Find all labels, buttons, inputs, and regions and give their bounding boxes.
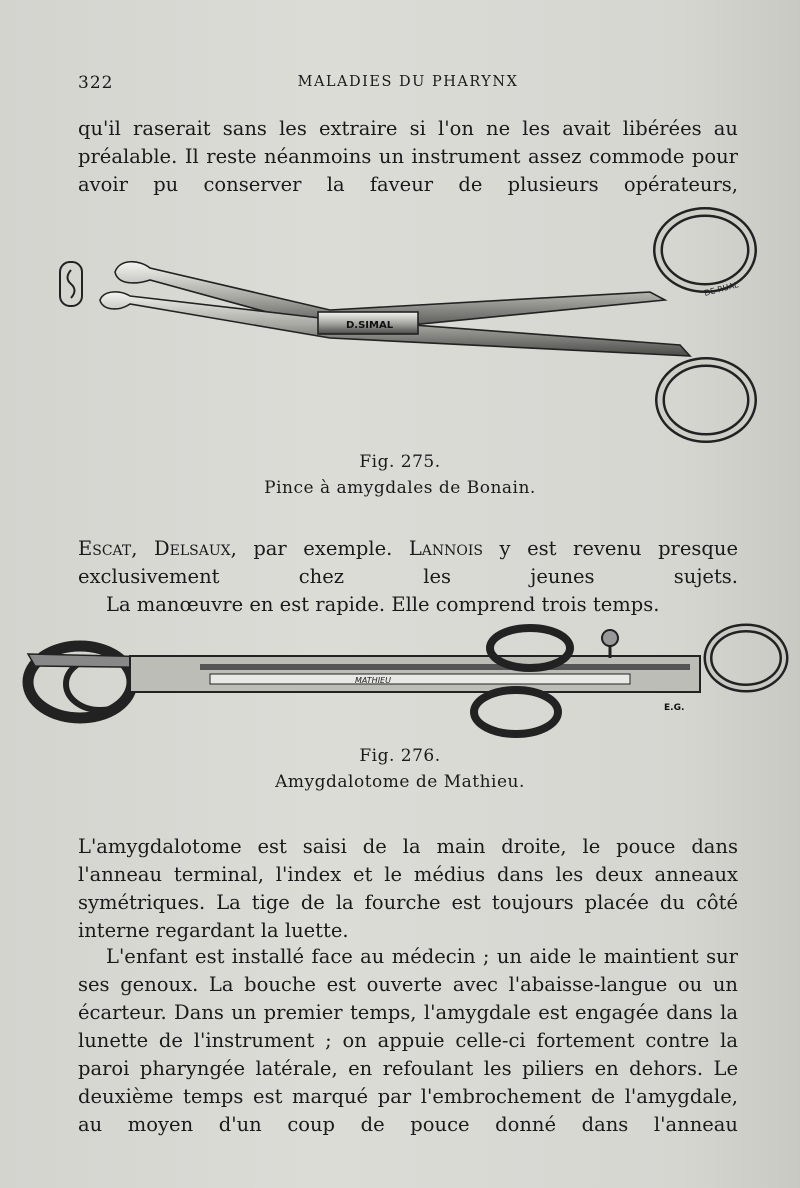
jaw-profile-icon xyxy=(60,262,82,306)
paragraph-4: L'amygdalotome est saisi de la main droite, le pouce dans l'anneau terminal, l'index et le médius dans les deux anneaux symétriques. La tige de la fourche est toujours placée du côté interne regardant la luette. xyxy=(78,835,738,942)
text-rest: y est revenu presque exclusivement chez les jeunes sujets. xyxy=(78,537,738,588)
engraver-mark: DE RUAL xyxy=(703,280,740,298)
figure-276-caption: Amygdalotome de Mathieu. xyxy=(275,772,525,792)
figure-275-caption: Pince à amygdales de Bonain. xyxy=(264,478,536,498)
lower-finger-ring xyxy=(474,690,558,734)
running-title: MALADIES DU PHARYNX xyxy=(297,74,519,90)
paragraph-2 xyxy=(78,535,738,591)
author-escat: Escat xyxy=(78,537,132,560)
author-delsaux: Delsaux xyxy=(153,537,231,560)
figure-276-label: Fig. 276. xyxy=(359,746,441,766)
tonsil-forceps-illustration xyxy=(0,200,800,450)
figure-275-label: Fig. 275. xyxy=(359,452,441,472)
paragraph-1: qu'il raserait sans les extraire si l'on ne les avait libérées au préalable. Il reste néanmoins un instrument assez commode pour avoir pu conserver la faveur de plusieurs opérateurs, xyxy=(78,117,738,196)
page-number: 322 xyxy=(78,73,114,93)
maker-stamp: MATHIEU xyxy=(355,676,391,685)
page-header xyxy=(78,73,738,97)
engraver-mark: E.G. xyxy=(664,703,685,713)
figure-276 xyxy=(0,618,800,798)
maker-stamp: D.SIMAL xyxy=(346,320,394,331)
tonsillotome-illustration xyxy=(0,618,800,743)
knob-icon xyxy=(602,630,618,646)
figure-275 xyxy=(0,200,800,500)
text-middle: , par exemple. xyxy=(230,537,409,560)
paragraph-5: L'enfant est installé face au médecin ; un aide le maintient sur ses genoux. La bouche est ouverte avec l'abaisse-langue ou un écarteur. Dans un premier temps, l'amygdale est engagée dans la lunette de l'instrument ; on appuie celle-ci fortement contre la paroi pharyngée latérale, en refoulant les piliers en dehors. Le deuxième temps est marqué par l'embrochement de l'amygdale, au moyen d'un coup de pouce donné dans l'anneau xyxy=(78,945,738,1136)
paragraph-3: La manœuvre en est rapide. Elle comprend trois temps. xyxy=(106,593,660,616)
separator: , xyxy=(131,537,154,560)
author-lannois: Lannois xyxy=(408,537,484,560)
